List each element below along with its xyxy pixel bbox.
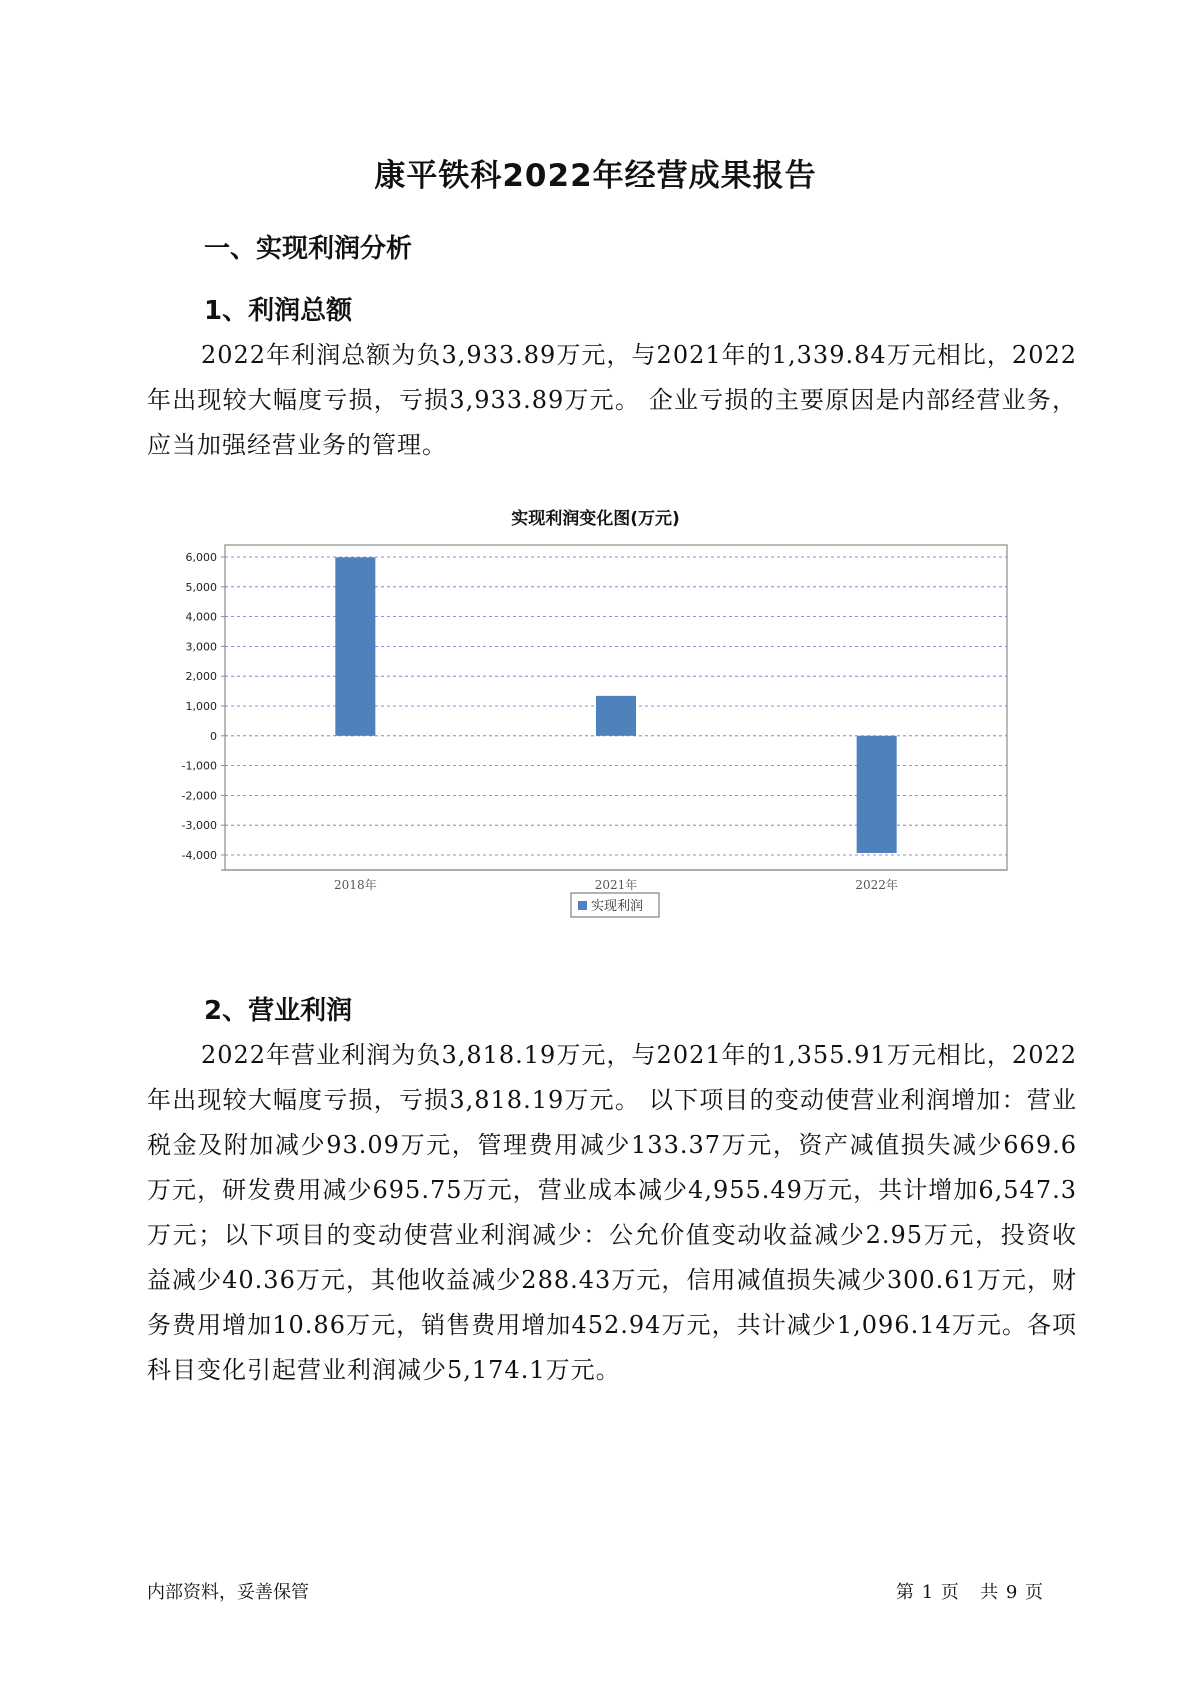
y-tick-label: -2,000: [181, 789, 217, 803]
total-prefix: 共: [980, 1582, 1000, 1603]
y-tick-label: 2,000: [185, 670, 217, 684]
chart-title: 实现利润变化图(万元): [511, 509, 680, 529]
y-tick-label: -1,000: [181, 759, 217, 773]
total-suffix: 页: [1025, 1582, 1044, 1603]
total-pages: 9: [1005, 1582, 1019, 1603]
footer-confidential-note: 内部资料，妥善保管: [147, 1582, 309, 1603]
profit-bar-chart: [160, 535, 1030, 945]
bar-2022年: [857, 736, 897, 853]
y-tick-label: 6,000: [185, 551, 217, 564]
x-tick-label: 2018年: [334, 878, 377, 892]
page-number: 1: [921, 1582, 935, 1603]
page-label: 页: [940, 1582, 960, 1603]
document-title: 康平铁科2022年经营成果报告: [374, 158, 817, 194]
legend-swatch: [578, 901, 587, 910]
footer-page-info: [896, 1578, 1044, 1604]
section-heading-profit-analysis: 一、实现利润分析: [204, 234, 413, 264]
y-tick-label: 1,000: [185, 700, 217, 713]
bar-2018年: [335, 557, 375, 736]
bar-2021年: [596, 696, 636, 736]
subsection-heading-operating-profit: 2、营业利润: [204, 996, 353, 1026]
y-tick-label: 4,000: [185, 610, 217, 624]
y-tick-label: 0: [210, 729, 217, 743]
subsection-heading-total-profit: 1、利润总额: [204, 296, 353, 326]
total-profit-paragraph: 2022年利润总额为负3,933.89万元，与2021年的1,339.84万元相比，2022年出现较大幅度亏损，亏损3,933.89万元。 企业亏损的主要原因是内部经营业务，应当加强经营业务的管理。: [147, 341, 1077, 459]
y-tick-label: 5,000: [185, 580, 217, 594]
x-tick-label: 2021年: [594, 878, 638, 892]
y-tick-label: -3,000: [181, 819, 217, 833]
y-tick-label: 3,000: [185, 640, 217, 654]
y-tick-label: -4,000: [181, 849, 217, 862]
page-prefix: 第: [895, 1582, 915, 1603]
operating-profit-paragraph: 2022年营业利润为负3,818.19万元，与2021年的1,355.91万元相比，2022年出现较大幅度亏损，亏损3,818.19万元。 以下项目的变动使营业利润增加：营业税金及附加减少93.09万元，管理费用减少133.37万元，资产减值损失减少669.6万元，研发费用减少695.75万元，营业成本减少4,955.49万元，共计增加6,547.3万元；以下项目的变动使营业利润减少：公允价值变动收益减少2.95万元，投资收益减少40.36万元，其他收益减少288.43万元，信用减值损失减少300.61万元，财务费用增加10.86万元，销售费用增加452.94万元，共计减少1,096.14万元。各项科目变化引起营业利润减少5,174.1万元。: [147, 1041, 1077, 1384]
x-tick-label: 2022年: [855, 878, 898, 892]
legend-label: 实现利润: [591, 899, 644, 914]
